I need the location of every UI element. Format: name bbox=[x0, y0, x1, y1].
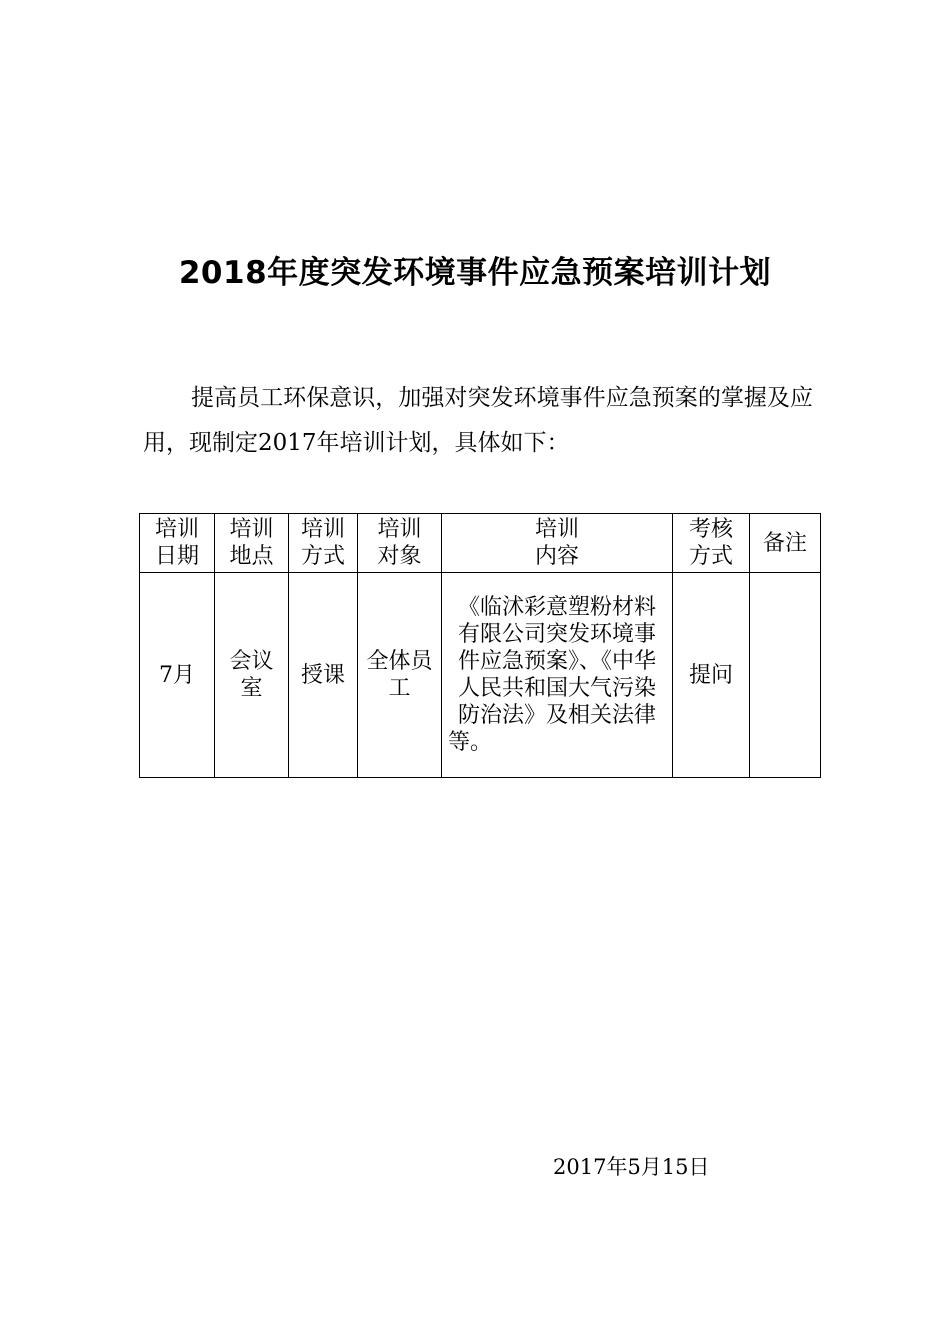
document-title: 2018年度突发环境事件应急预案培训计划 bbox=[178, 255, 772, 291]
cell-assessment: 提问 bbox=[673, 573, 750, 778]
cell-content: 《临沭彩意塑粉材料有限公司突发环境事件应急预案》、《中华人民共和国大气污染防治法》及相关法律等。 bbox=[442, 573, 673, 778]
header-training-content: 培训 内容 bbox=[442, 514, 673, 573]
training-plan-table bbox=[139, 513, 821, 778]
header-training-location: 培训 地点 bbox=[215, 514, 289, 573]
header-training-method: 培训 方式 bbox=[289, 514, 358, 573]
table-header-row bbox=[140, 514, 821, 573]
document-date: 2017年5月15日 bbox=[553, 1155, 710, 1179]
cell-date: 7月 bbox=[140, 573, 215, 778]
cell-location: 会议室 bbox=[215, 573, 289, 778]
header-remarks: 备注 bbox=[750, 514, 821, 573]
cell-remarks bbox=[750, 573, 821, 778]
cell-method: 授课 bbox=[289, 573, 358, 778]
header-training-audience: 培训 对象 bbox=[358, 514, 442, 573]
table-row bbox=[140, 573, 821, 778]
cell-audience: 全体员工 bbox=[358, 573, 442, 778]
header-training-date: 培训 日期 bbox=[140, 514, 215, 573]
header-assessment-method: 考核 方式 bbox=[673, 514, 750, 573]
intro-paragraph: 提高员工环保意识，加强对突发环境事件应急预案的掌握及应用，现制定2017年培训计划，具体如下： bbox=[143, 385, 813, 456]
